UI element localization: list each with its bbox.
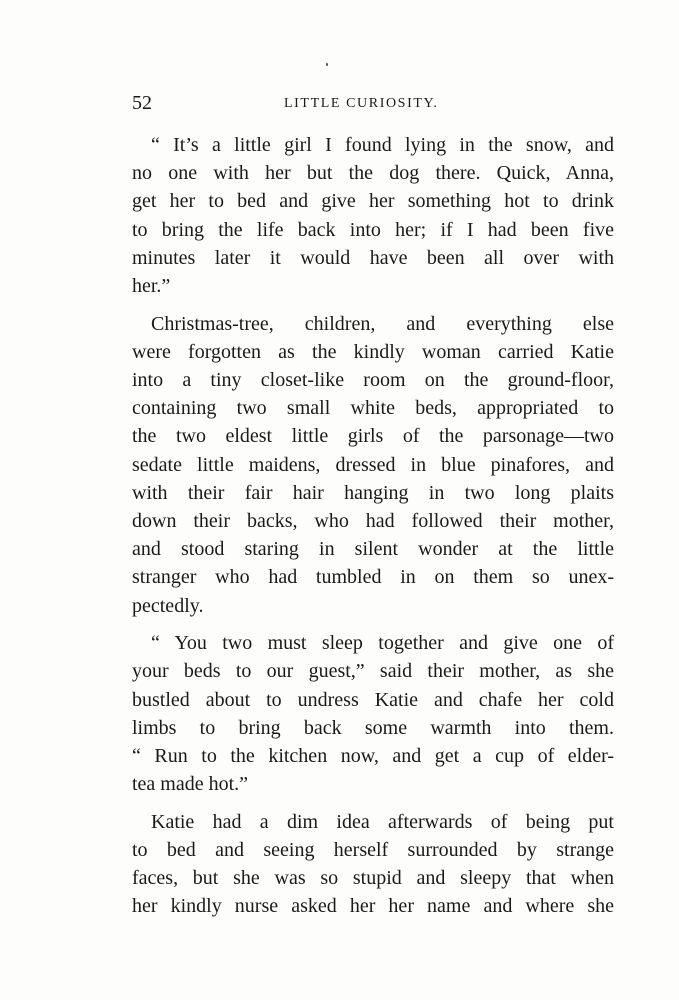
text-line: stranger who had tumbled in on them so unex- (132, 566, 614, 589)
paragraph-1 (132, 131, 614, 300)
print-speck (326, 63, 328, 66)
text-line: your beds to our guest,” said their mother, as she (132, 660, 614, 683)
paragraph-4 (132, 808, 614, 921)
text-line: Christmas-tree, children, and everything else (151, 312, 614, 335)
text-line: to bed and seeing herself surrounded by strange (132, 839, 614, 861)
text-line: faces, but she was so stupid and sleepy that when (132, 867, 614, 890)
text-line: down their backs, who had followed their mother, (132, 509, 614, 532)
text-line: limbs to bring back some warmth into them. (132, 716, 614, 739)
text-line: sedate little maidens, dressed in blue pinafores, and (132, 453, 614, 476)
text-line: into a tiny closet-like room on the ground-floor, (132, 369, 614, 391)
text-line: with their fair hair hanging in two long plaits (132, 481, 614, 504)
page-number: 52 (132, 92, 152, 114)
paragraph-3 (132, 629, 614, 798)
text-line: minutes later it would have been all over with (132, 246, 614, 269)
text-line: containing two small white beds, appropriated to (132, 397, 614, 420)
text-line: “ Run to the kitchen now, and get a cup of elder- (132, 744, 614, 767)
text-line: to bring the life back into her; if I had been five (132, 218, 614, 241)
text-line: tea made hot.” (132, 773, 249, 796)
text-line: “ It’s a little girl I found lying in the snow, and (151, 134, 614, 156)
text-line: her kindly nurse asked her her name and where she (132, 895, 614, 918)
text-line: were forgotten as the kindly woman carried Katie (132, 340, 614, 363)
text-line: “ You two must sleep together and give one of (151, 632, 614, 655)
text-line: her.” (132, 274, 171, 297)
body-text (132, 131, 614, 930)
text-line: no one with her but the dog there. Quick, Anna, (132, 162, 614, 185)
running-title: LITTLE CURIOSITY. (284, 96, 439, 111)
paragraph-2 (132, 310, 614, 620)
text-line: pectedly. (132, 594, 204, 617)
text-line: the two eldest little girls of the parsonage—two (132, 425, 614, 448)
text-line: Katie had a dim idea afterwards of being put (151, 810, 614, 833)
text-line: and stood staring in silent wonder at the little (132, 538, 614, 561)
running-head (132, 88, 614, 118)
text-line: get her to bed and give her something hot to drink (132, 190, 614, 213)
text-line: bustled about to undress Katie and chafe her cold (132, 688, 614, 711)
